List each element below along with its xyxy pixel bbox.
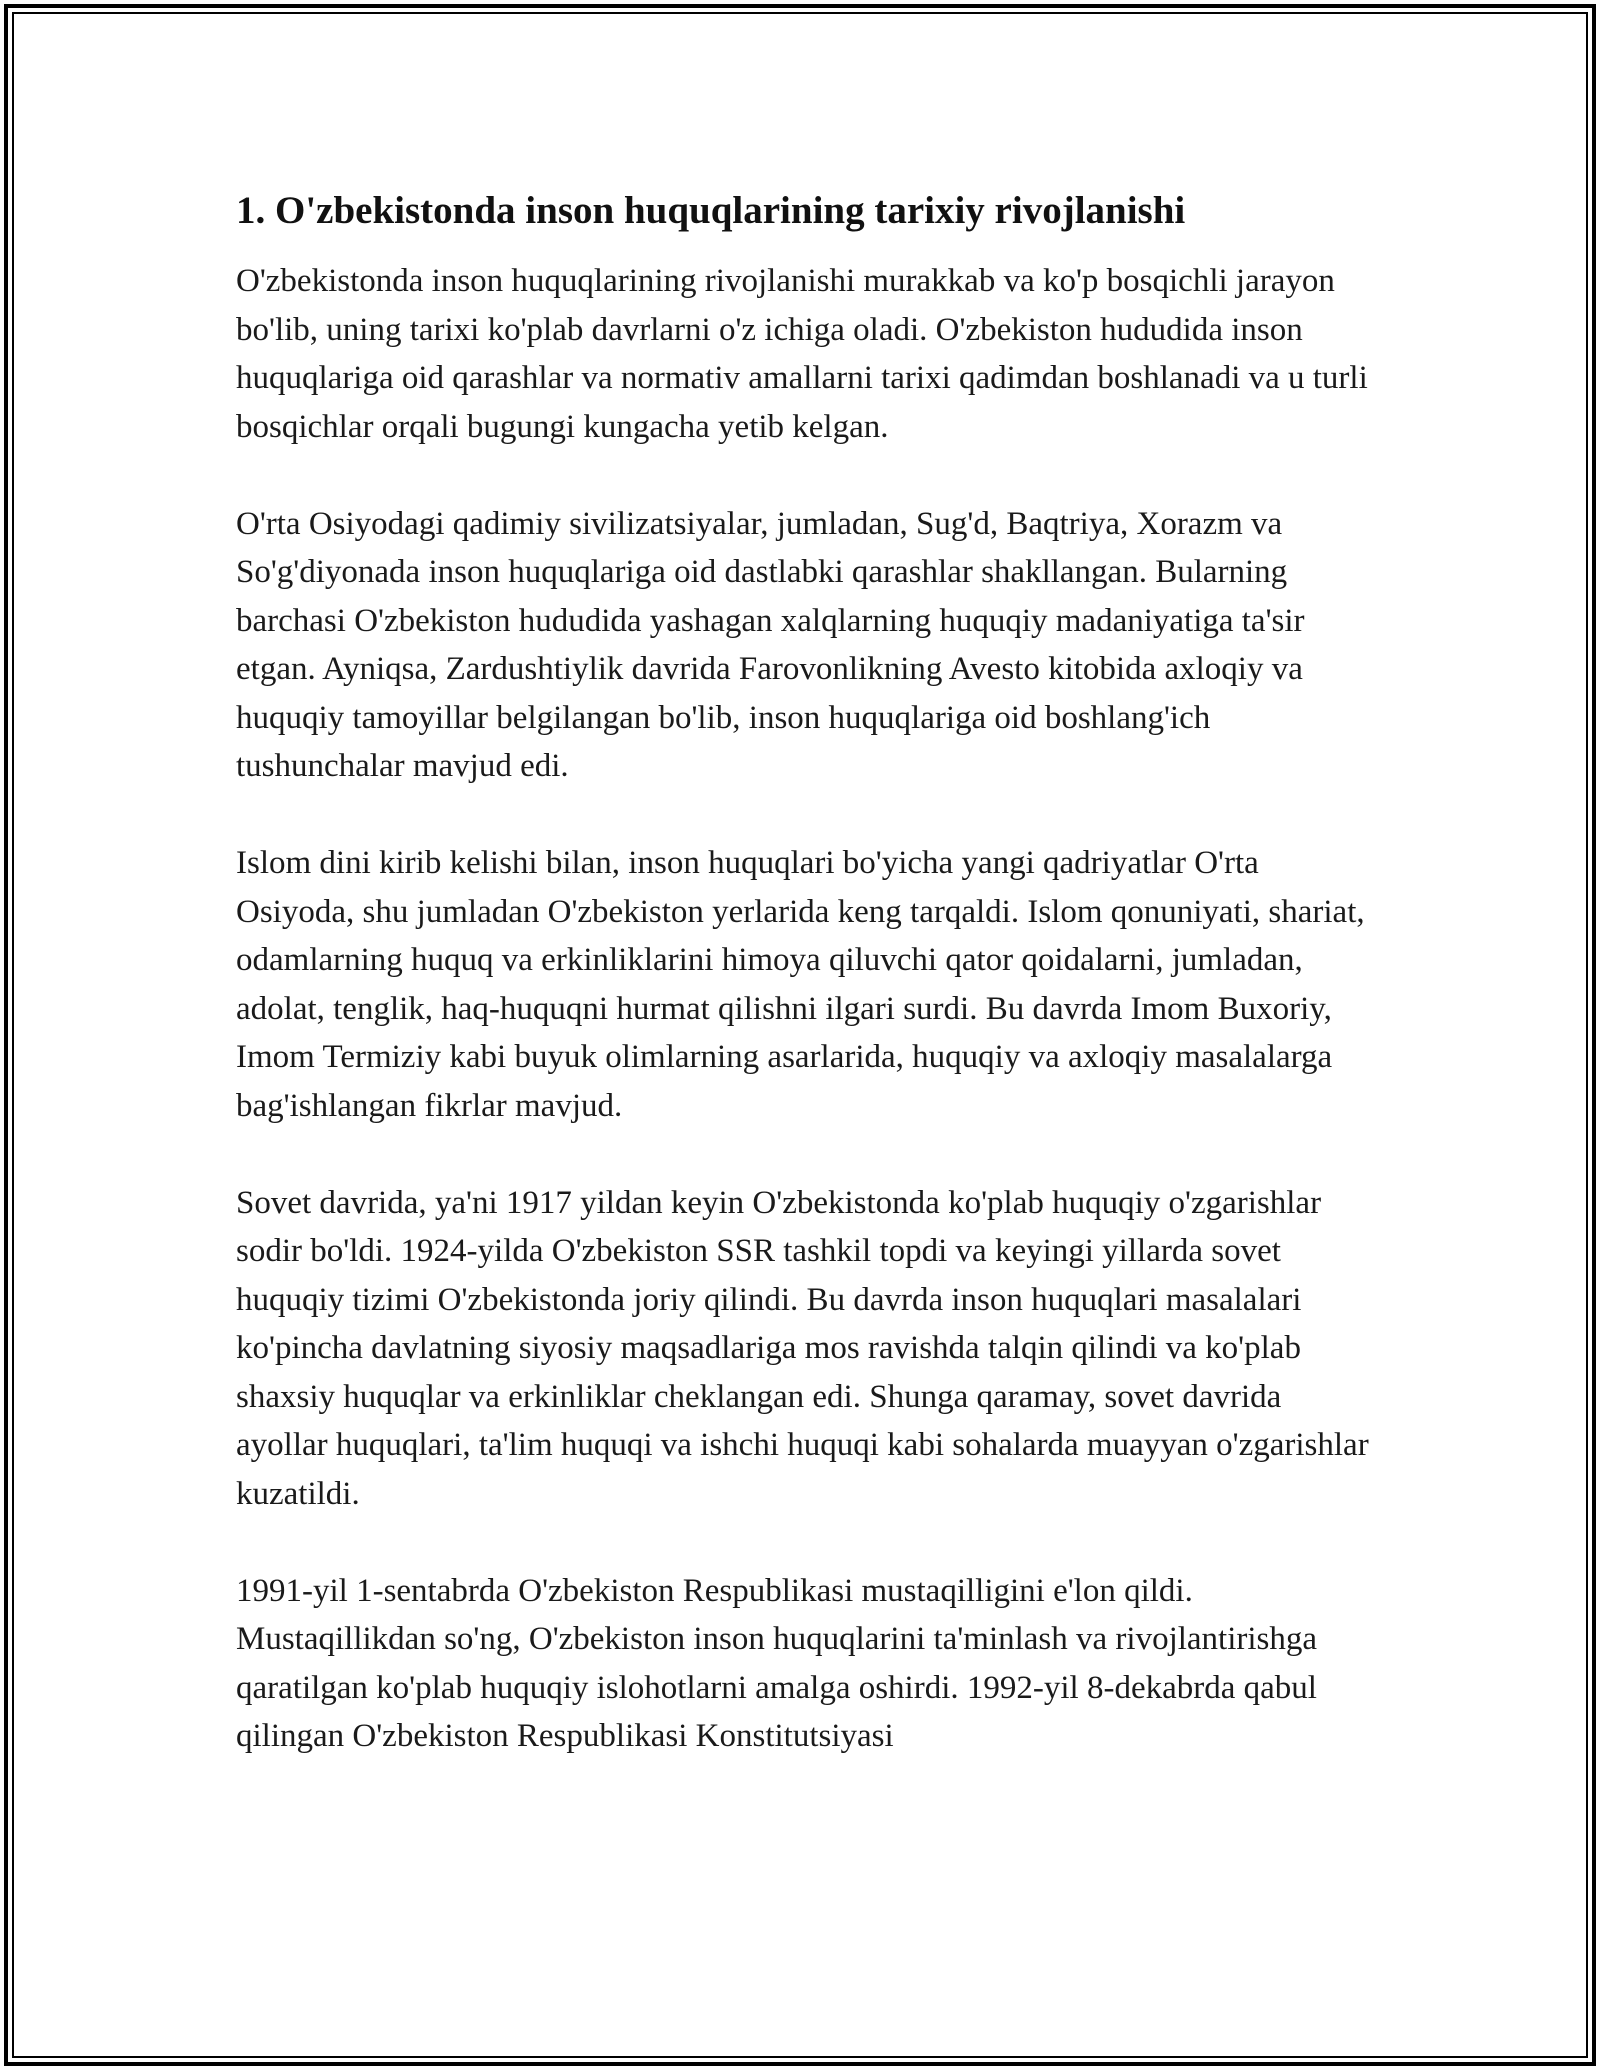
paragraph-2: O'rta Osiyodagi qadimiy sivilizatsiyalar, jumladan, Sug'd, Baqtriya, Xorazm va So'g'diyonada inson huquqlariga oid dastlabki qarashlar shakllangan. Bularning barchasi O'zbekiston hududida yashagan xalqlarning huquqiy madaniyatiga ta'sir etgan. Ayniqsa, Zardushtiylik davrida Farovonlikning Avesto kitobida axloqiy va huquqiy tamoyillar belgilangan bo'lib, inson huquqlariga oid boshlang'ich tushunchalar mavjud edi. xyxy=(236,505,1305,784)
paragraph-4: Sovet davrida, ya'ni 1917 yildan keyin O'zbekistonda ko'plab huquqiy o'zgarishlar sodir bo'ldi. 1924-yilda O'zbekiston SSR tashkil topdi va keyingi yillarda sovet huquqiy tizimi O'zbekistonda joriy qilindi. Bu davrda inson huquqlari masalalari ko'pincha davlatning siyosiy maqsadlariga mos ravishda talqin qilindi va ko'plab shaxsiy huquqlar va erkinliklar cheklangan edi. Shunga qaramay, sovet davrida ayollar huquqlari, ta'lim huquqi va ishchi huquqi kabi sohalarda muayyan o'zgarishlar kuzatildi. xyxy=(236,1184,1369,1512)
document-body xyxy=(236,185,1376,1809)
paragraph-3: Islom dini kirib kelishi bilan, inson huquqlari bo'yicha yangi qadriyatlar O'rta Osiyoda, shu jumladan O'zbekiston yerlarida keng tarqaldi. Islom qonuniyati, shariat, odamlarning huquq va erkinliklarini himoya qiluvchi qator qoidalarni, jumladan, adolat, tenglik, haq-huquqni hurmat qilishni ilgari surdi. Bu davrda Imom Buxoriy, Imom Termiziy kabi buyuk olimlarning asarlarida, huquqiy va axloqiy masalalarga bag'ishlangan fikrlar mavjud. xyxy=(236,845,1365,1124)
paragraph-1: O'zbekistonda inson huquqlarining rivojlanishi murakkab va ko'p bosqichli jarayon bo'lib, uning tarixi ko'plab davrlarni o'z ichiga oladi. O'zbekiston hududida inson huquqlariga oid qarashlar va normativ amallarni tarixi qadimdan boshlanadi va u turli bosqichlar orqali bugungi kungacha yetib kelgan. xyxy=(236,263,1368,445)
paragraph-5: 1991-yil 1-sentabrda O'zbekiston Respublikasi mustaqilligini e'lon qildi. Mustaqillikdan so'ng, O'zbekiston inson huquqlarini ta'minlash va rivojlantirishga qaratilgan ko'plab huquqiy islohotlarni amalga oshirdi. 1992-yil 8-dekabrda qabul qilingan O'zbekiston Respublikasi Konstitutsiyasi xyxy=(236,1572,1318,1754)
section-heading: 1. O'zbekistonda inson huquqlarining tarixiy rivojlanishi xyxy=(236,189,1186,232)
